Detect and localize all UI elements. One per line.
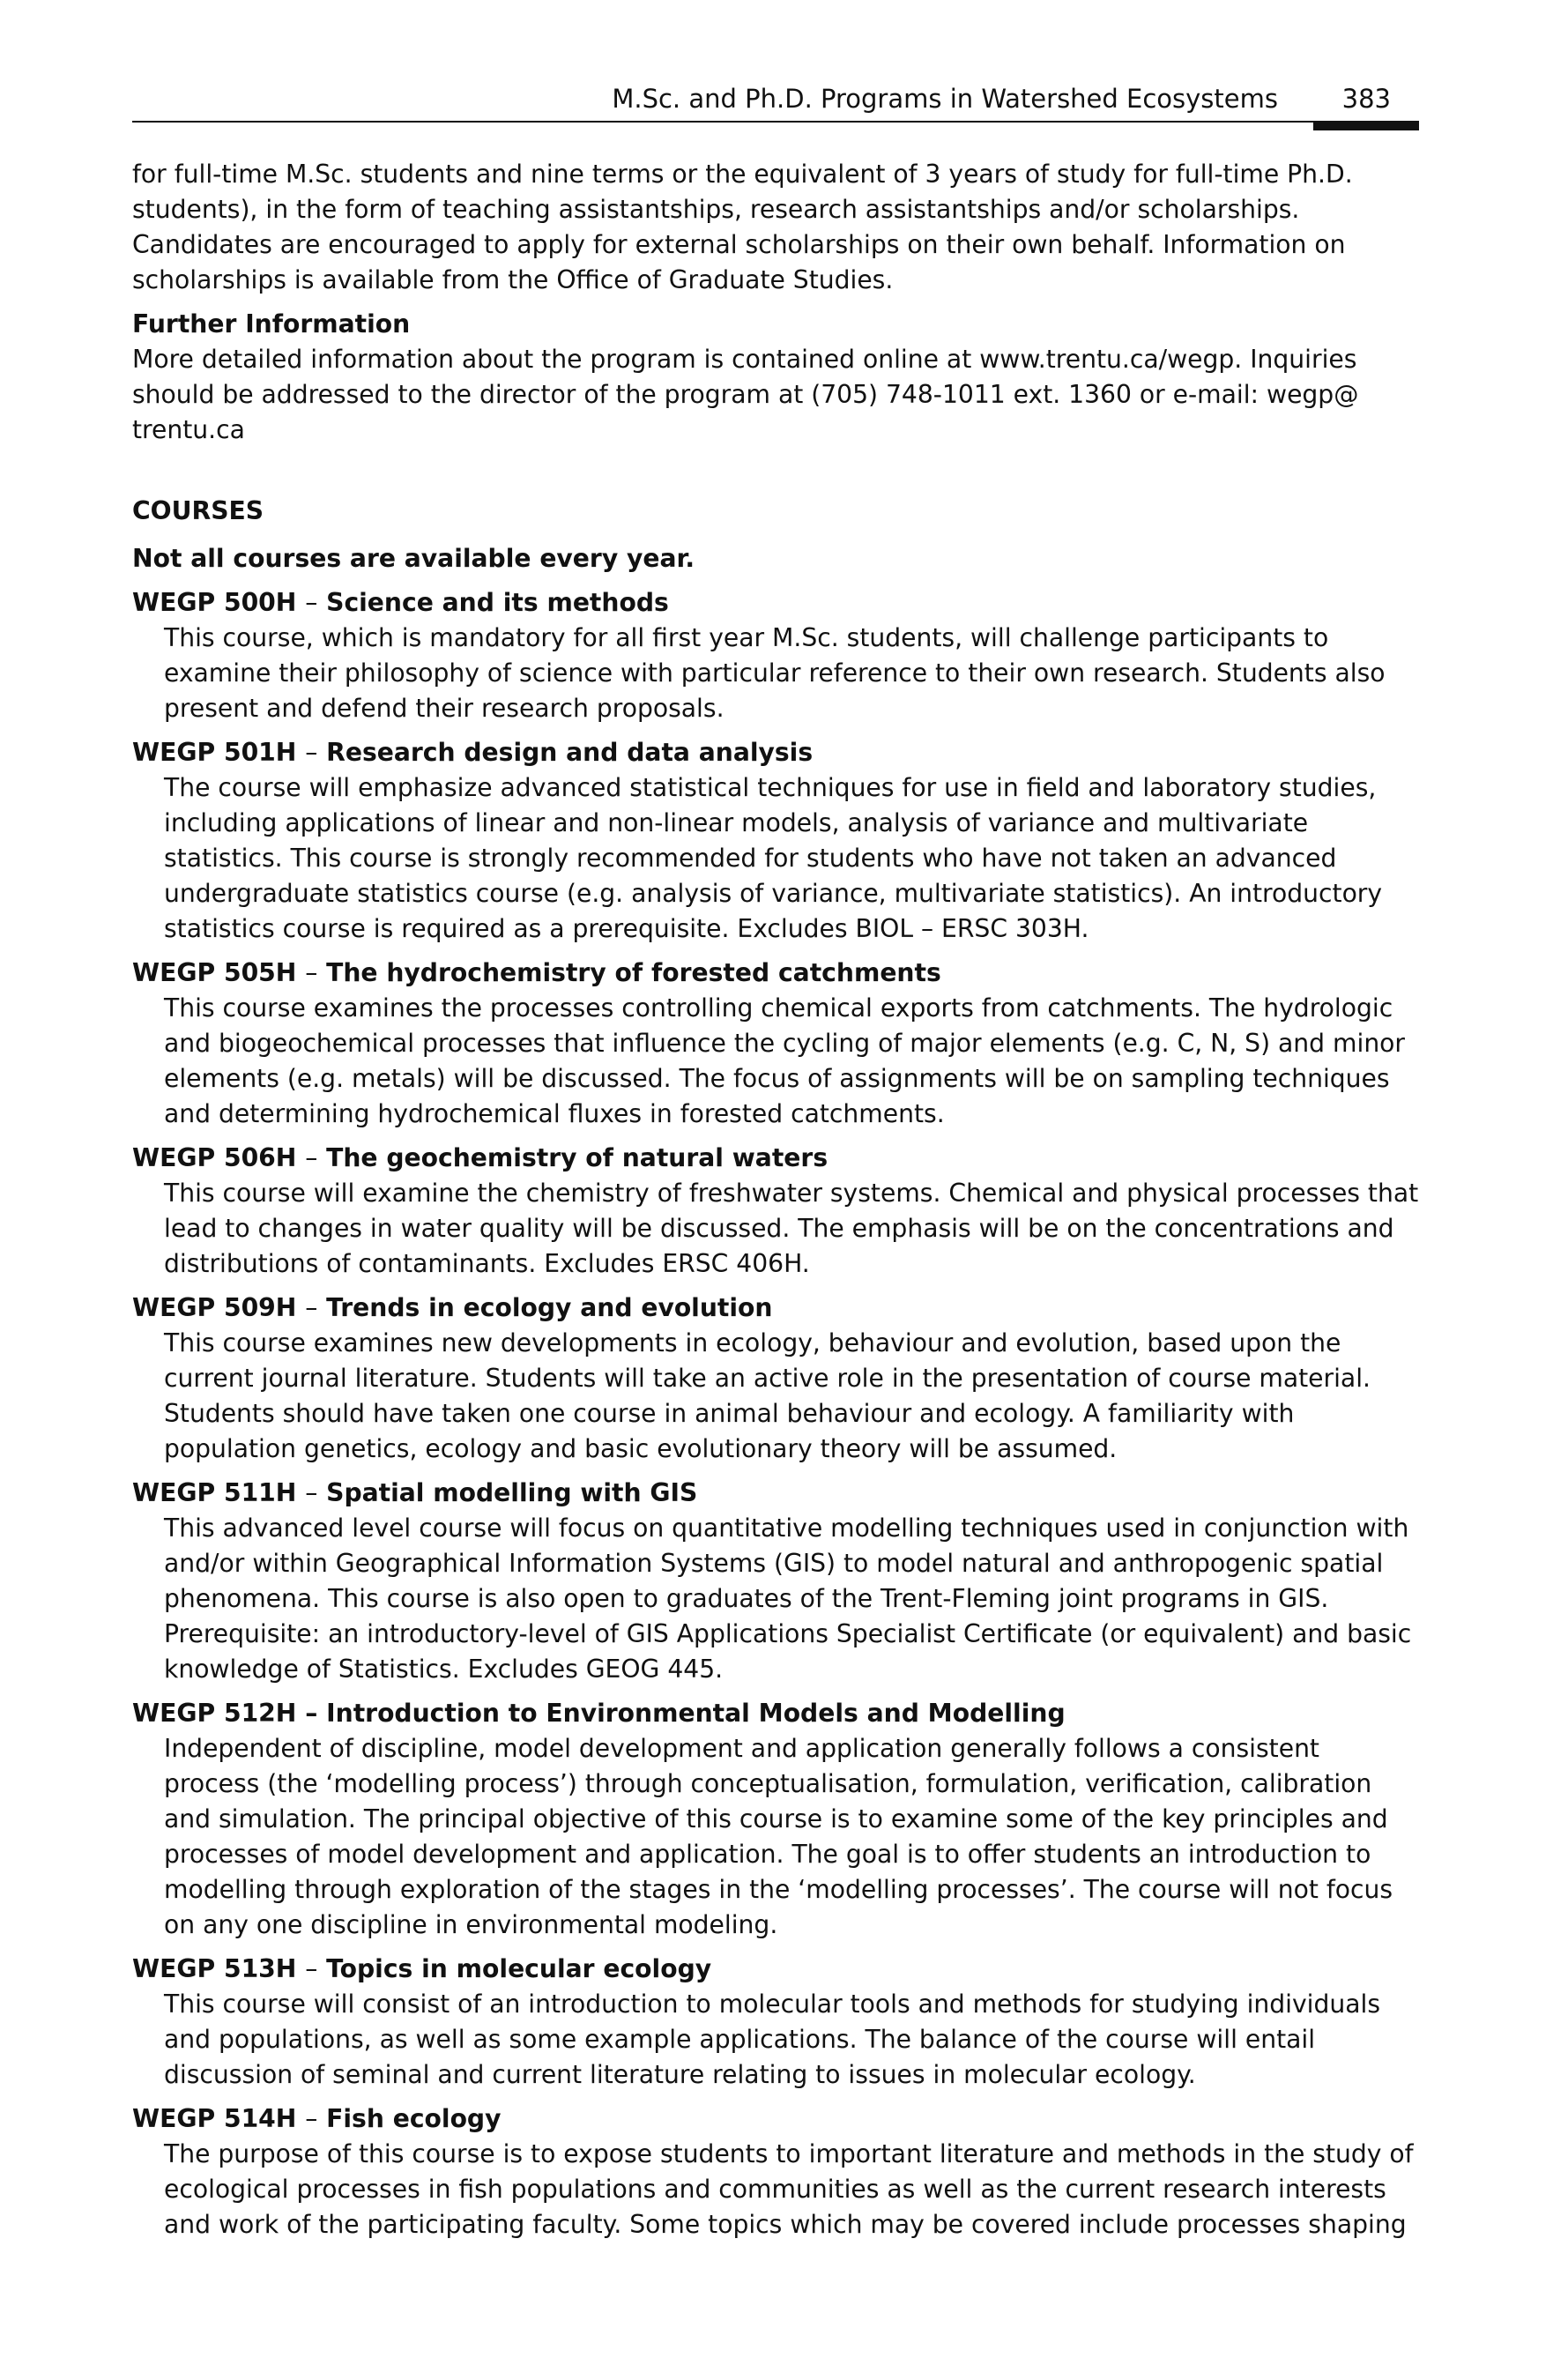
courses-title: COURSES <box>132 496 264 525</box>
course-heading <box>132 2101 1419 2137</box>
course-entry <box>132 2101 1419 2242</box>
course-title: Introduction to Environmental Models and Modelling <box>326 1699 1066 1728</box>
course-code: WEGP 501H <box>132 738 297 767</box>
further-info-heading: Further Information <box>132 309 411 338</box>
running-header <box>132 81 1419 122</box>
course-description: This course will consist of an introduction to molecular tools and methods for studying individuals and populations, as well as some example applications. The balance of the course will entail discussion of seminal and current literature relating to issues in molecular ecology. <box>164 1990 1381 2089</box>
course-description: This course examines the processes controlling chemical exports from catchments. The hydrologic and biogeochemical processes that influence the cycling of major elements (e.g. C, N, S) and minor elements (e.g. metals) will be discussed. The focus of assignments will be on sampling techniques and determining hydrochemical fluxes in forested catchments. <box>164 993 1406 1128</box>
course-entry <box>132 1696 1419 1943</box>
course-heading <box>132 1952 1419 1987</box>
course-dash: – <box>305 1954 318 1983</box>
course-title: Fish ecology <box>326 2104 502 2133</box>
further-info-text: More detailed information about the program is contained online at www.trentu.ca/wegp. Inquiries should be addressed to the director of the program at (705) 748-1011 ext. 1360 or e-mail: wegp@ trentu.ca <box>132 345 1359 444</box>
page-number: 383 <box>1341 84 1391 114</box>
course-title: Spatial modelling with GIS <box>326 1478 698 1507</box>
course-heading <box>132 735 1419 770</box>
course-title: Trends in ecology and evolution <box>326 1293 773 1322</box>
course-entry <box>132 1476 1419 1687</box>
course-title: Science and its methods <box>326 588 669 617</box>
course-description: Independent of discipline, model development and application generally follows a consistent process (the ‘modelling process’) through conceptualisation, formulation, verification, calibration and simulation. The principal objective of this course is to examine some of the key principles and processes of model development and application. The goal is to offer students an introduction to modelling through exploration of the stages in the ‘modelling processes’. The course will not focus on any one discipline in environmental modeling. <box>164 1734 1393 1939</box>
course-title: Research design and data analysis <box>326 738 814 767</box>
course-heading <box>132 956 1419 991</box>
course-title: The hydrochemistry of forested catchments <box>326 958 941 987</box>
course-code: WEGP 506H <box>132 1143 297 1172</box>
course-entry <box>132 1952 1419 2093</box>
course-code: WEGP 512H <box>132 1699 297 1728</box>
course-entry <box>132 956 1419 1132</box>
course-code: WEGP 511H <box>132 1478 297 1507</box>
course-dash: – <box>305 1293 318 1322</box>
course-code: WEGP 500H <box>132 588 297 617</box>
course-heading <box>132 585 1419 621</box>
course-description: This course will examine the chemistry of freshwater systems. Chemical and physical processes that lead to changes in water quality will be discussed. The emphasis will be on the concentrations and distributions of contaminants. Excludes ERSC 406H. <box>164 1179 1419 1278</box>
running-title: M.Sc. and Ph.D. Programs in Watershed Ecosystems <box>612 84 1278 114</box>
course-description: The purpose of this course is to expose students to important literature and methods in the study of ecological processes in fish populations and communities as well as the current research interests and work of the participating faculty. Some topics which may be covered include processes shaping <box>164 2139 1414 2239</box>
page-body <box>132 157 1419 2242</box>
course-heading <box>132 1476 1419 1511</box>
course-dash: – <box>305 588 318 617</box>
course-dash: – <box>305 738 318 767</box>
course-code: WEGP 509H <box>132 1293 297 1322</box>
header-bar <box>1313 121 1419 130</box>
course-description: This course, which is mandatory for all first year M.Sc. students, will challenge participants to examine their philosophy of science with particular reference to their own research. Students also present and defend their research proposals. <box>164 623 1386 723</box>
course-dash: – <box>305 1143 318 1172</box>
intro-continuation: for full-time M.Sc. students and nine terms or the equivalent of 3 years of study for full-time Ph.D. students), in the form of teaching assistantships, research assistantships and/or scholarships. Candidates are encouraged to apply for external scholarships on their own behalf. Information on scholarships is available from the Office of Graduate Studies. <box>132 160 1353 294</box>
course-code: WEGP 513H <box>132 1954 297 1983</box>
course-title: Topics in molecular ecology <box>326 1954 712 1983</box>
courses-notice: Not all courses are available every year. <box>132 544 695 573</box>
course-description: This course examines new developments in ecology, behaviour and evolution, based upon the current journal literature. Students will take an active role in the presentation of course material. Students should have taken one course in animal behaviour and ecology. A familiarity with population genetics, ecology and basic evolutionary theory will be assumed. <box>164 1328 1371 1463</box>
course-dash: – <box>305 2104 318 2133</box>
course-dash: – <box>305 1699 318 1728</box>
course-dash: – <box>305 958 318 987</box>
course-entry <box>132 1141 1419 1282</box>
course-entry <box>132 735 1419 947</box>
course-description: This advanced level course will focus on quantitative modelling techniques used in conjunction with and/or within Geographical Information Systems (GIS) to model natural and anthropogenic spatial phenomena. This course is also open to graduates of the Trent-Fleming joint programs in GIS. Prerequisite: an introductory-level of GIS Applications Specialist Certificate (or equivalent) and basic knowledge of Statistics. Excludes GEOG 445. <box>164 1514 1412 1684</box>
course-code: WEGP 505H <box>132 958 297 987</box>
course-heading <box>132 1141 1419 1176</box>
header-rule <box>132 121 1419 123</box>
course-description: The course will emphasize advanced statistical techniques for use in field and laboratory studies, including applications of linear and non-linear models, analysis of variance and multivariate statistics. This course is strongly recommended for students who have not taken an advanced undergraduate statistics course (e.g. analysis of variance, multivariate statistics). An introductory statistics course is required as a prerequisite. Excludes BIOL – ERSC 303H. <box>164 773 1383 943</box>
course-entry <box>132 1290 1419 1467</box>
course-dash: – <box>305 1478 318 1507</box>
course-heading <box>132 1290 1419 1326</box>
course-list <box>132 585 1419 2242</box>
course-code: WEGP 514H <box>132 2104 297 2133</box>
course-entry <box>132 585 1419 726</box>
course-title: The geochemistry of natural waters <box>326 1143 829 1172</box>
course-heading <box>132 1696 1419 1731</box>
